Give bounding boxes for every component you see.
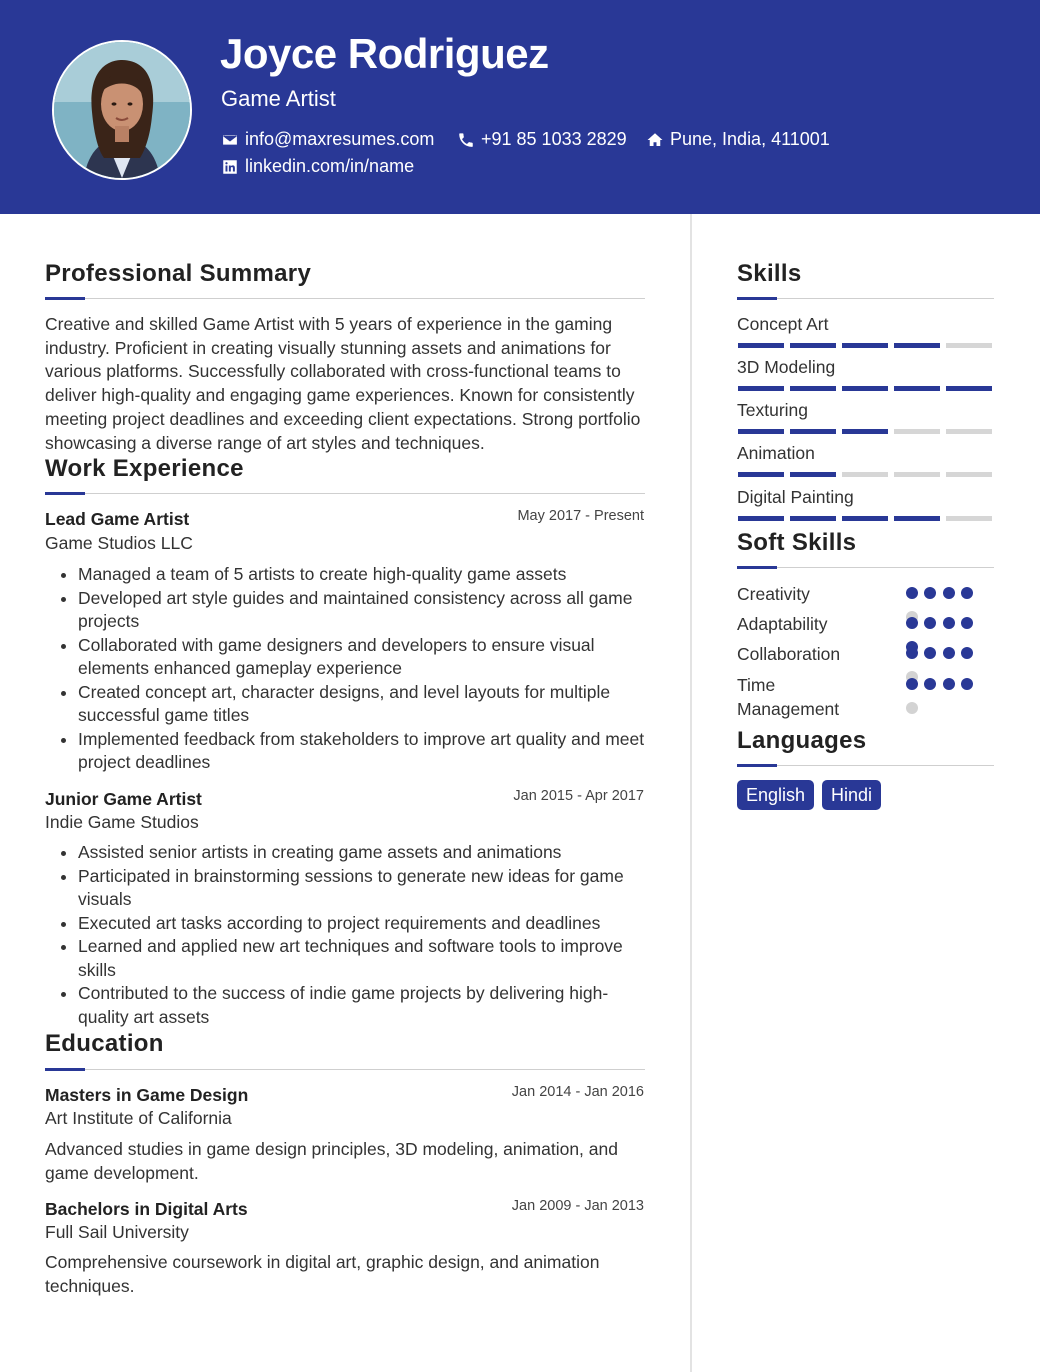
summary-title: Professional Summary [45,260,312,287]
school-name: Full Sail University [45,1222,189,1242]
soft-skill-name: Time Management [737,675,840,719]
skill-level-segment [894,386,940,391]
soft-skill-dot [906,587,918,599]
job-dates: Jan 2015 - Apr 2017 [513,788,644,804]
skill-level-segment [790,343,836,348]
avatar [52,40,192,180]
language-badge: Hindi [822,780,881,810]
experience-title: Work Experience [45,455,244,482]
list-item: • Participated in brainstorming sessions to generate new ideas for game visuals [78,865,658,912]
soft-skill-dot [906,647,918,659]
job-company: Indie Game Studios [45,812,199,832]
soft-skill-name: Collaboration [737,644,841,664]
job-title: Junior Game Artist [45,789,202,809]
skill-name: Digital Painting [737,487,854,507]
skill-level-segment [738,472,784,477]
skill-bar [738,516,992,521]
soft-skill-dot [906,617,918,629]
skills-title: Skills [737,260,802,287]
school-name: Art Institute of California [45,1108,232,1128]
skill-level-segment [790,429,836,434]
skill-name: 3D Modeling [737,357,836,377]
list-item: • Learned and applied new art techniques and software tools to improve skills [78,935,658,982]
skill-level-segment [790,516,836,521]
job-bullets [45,563,656,775]
skill-level-segment [738,386,784,391]
contact-linkedin[interactable] [221,156,414,177]
degree-description: Advanced studies in game design principles, 3D modeling, animation, and game development. [45,1139,618,1183]
contact-phone[interactable] [457,129,627,150]
skill-level-segment [842,343,888,348]
job-bullets [45,841,658,1029]
job-title: Lead Game Artist [45,509,190,529]
skill-level-segment [946,516,992,521]
envelope-icon [221,131,239,149]
list-item: • Implemented feedback from stakeholders to improve art quality and meet project deadlines [78,728,656,775]
skill-bar [738,386,992,391]
soft-skill-name: Adaptability [737,614,828,634]
profile-photo [54,42,190,178]
soft-skill-dot [924,647,936,659]
skill-level-segment [946,386,992,391]
list-item: • Created concept art, character designs, and level layouts for multiple successful game titles [78,681,656,728]
skill-level-segment [790,386,836,391]
email-text: info@maxresumes.com [245,129,435,149]
degree-description: Comprehensive coursework in digital art, graphic design, and animation techniques. [45,1252,600,1296]
soft-skill-name: Creativity [737,584,810,604]
list-item: • Collaborated with game designers and developers to ensure visual elements enhanced gameplay experience [78,634,656,681]
skill-level-segment [738,343,784,348]
degree-dates: Jan 2009 - Jan 2013 [511,1198,644,1214]
skill-name: Concept Art [737,314,829,334]
list-item: • Contributed to the success of indie game projects by delivering high-quality art assets [78,982,658,1029]
linkedin-icon [221,158,239,176]
skill-name: Texturing [737,400,809,420]
soft-skill-dot [943,587,955,599]
skill-level-segment [842,429,888,434]
skill-level-segment [894,516,940,521]
resume-header [0,0,1040,214]
soft-skill-dot [924,678,936,690]
list-item: • Managed a team of 5 artists to create high-quality game assets [78,563,656,587]
phone-text: +91 85 1033 2829 [481,129,627,149]
soft-skill-dot [961,647,973,659]
skill-bar [738,343,992,348]
soft-skill-dot [961,678,973,690]
skill-level-segment [842,386,888,391]
list-item: • Assisted senior artists in creating game assets and animations [78,841,658,865]
job-company: Game Studios LLC [45,533,193,553]
language-badge: English [737,780,814,810]
skill-name: Animation [737,443,815,463]
degree-title: Masters in Game Design [45,1085,249,1105]
soft-skills-title: Soft Skills [737,529,857,556]
skill-level-segment [894,472,940,477]
soft-skill-dot [924,587,936,599]
soft-skill-dot [943,678,955,690]
list-item: • Developed art style guides and maintained consistency across all game projects [78,587,656,634]
home-icon [646,131,664,149]
contact-email[interactable] [221,129,434,150]
degree-title: Bachelors in Digital Arts [45,1199,248,1219]
skill-level-segment [738,516,784,521]
experience-rule [45,493,645,494]
languages-title: Languages [737,727,867,754]
summary-rule [45,298,645,299]
soft-skill-dot [961,617,973,629]
summary-text: Creative and skilled Game Artist with 5 years of experience in the gaming industry. Proficient in creating visually stunning assets and animations for various platforms. Successfully collaborated with cross-functional teams to deliver high-quality and engaging game experiences. Known for consistently meeting project deadlines and exceeding client expectations. Strong portfolio showcasing a diverse range of art styles and techniques. [45,314,641,453]
candidate-name: Joyce Rodriguez [220,30,549,77]
skill-level-segment [946,429,992,434]
education-title: Education [45,1030,164,1057]
skill-bar [738,429,992,434]
phone-icon [457,131,475,149]
soft-skills-rule [737,567,994,568]
languages-rule [737,765,994,766]
skill-level-segment [738,429,784,434]
job-dates: May 2017 - Present [517,508,644,524]
soft-skill-dot [924,617,936,629]
degree-dates: Jan 2014 - Jan 2016 [511,1084,644,1100]
contact-location [646,129,830,150]
soft-skill-dot [943,647,955,659]
skill-level-segment [842,472,888,477]
location-text: Pune, India, 411001 [670,129,830,149]
skill-bar [738,472,992,477]
skill-level-segment [842,516,888,521]
candidate-role: Game Artist [221,86,336,111]
list-item: • Executed art tasks according to project requirements and deadlines [78,912,658,936]
column-divider [690,214,692,1372]
soft-skill-dot [943,617,955,629]
skill-level-segment [790,472,836,477]
skill-level-segment [894,343,940,348]
education-rule [45,1069,645,1070]
linkedin-text: linkedin.com/in/name [245,156,415,176]
skill-level-segment [894,429,940,434]
skill-level-segment [946,343,992,348]
soft-skill-dot [961,587,973,599]
skill-level-segment [946,472,992,477]
soft-skill-dot [906,702,918,714]
soft-skill-dot [906,678,918,690]
skills-rule [737,298,994,299]
